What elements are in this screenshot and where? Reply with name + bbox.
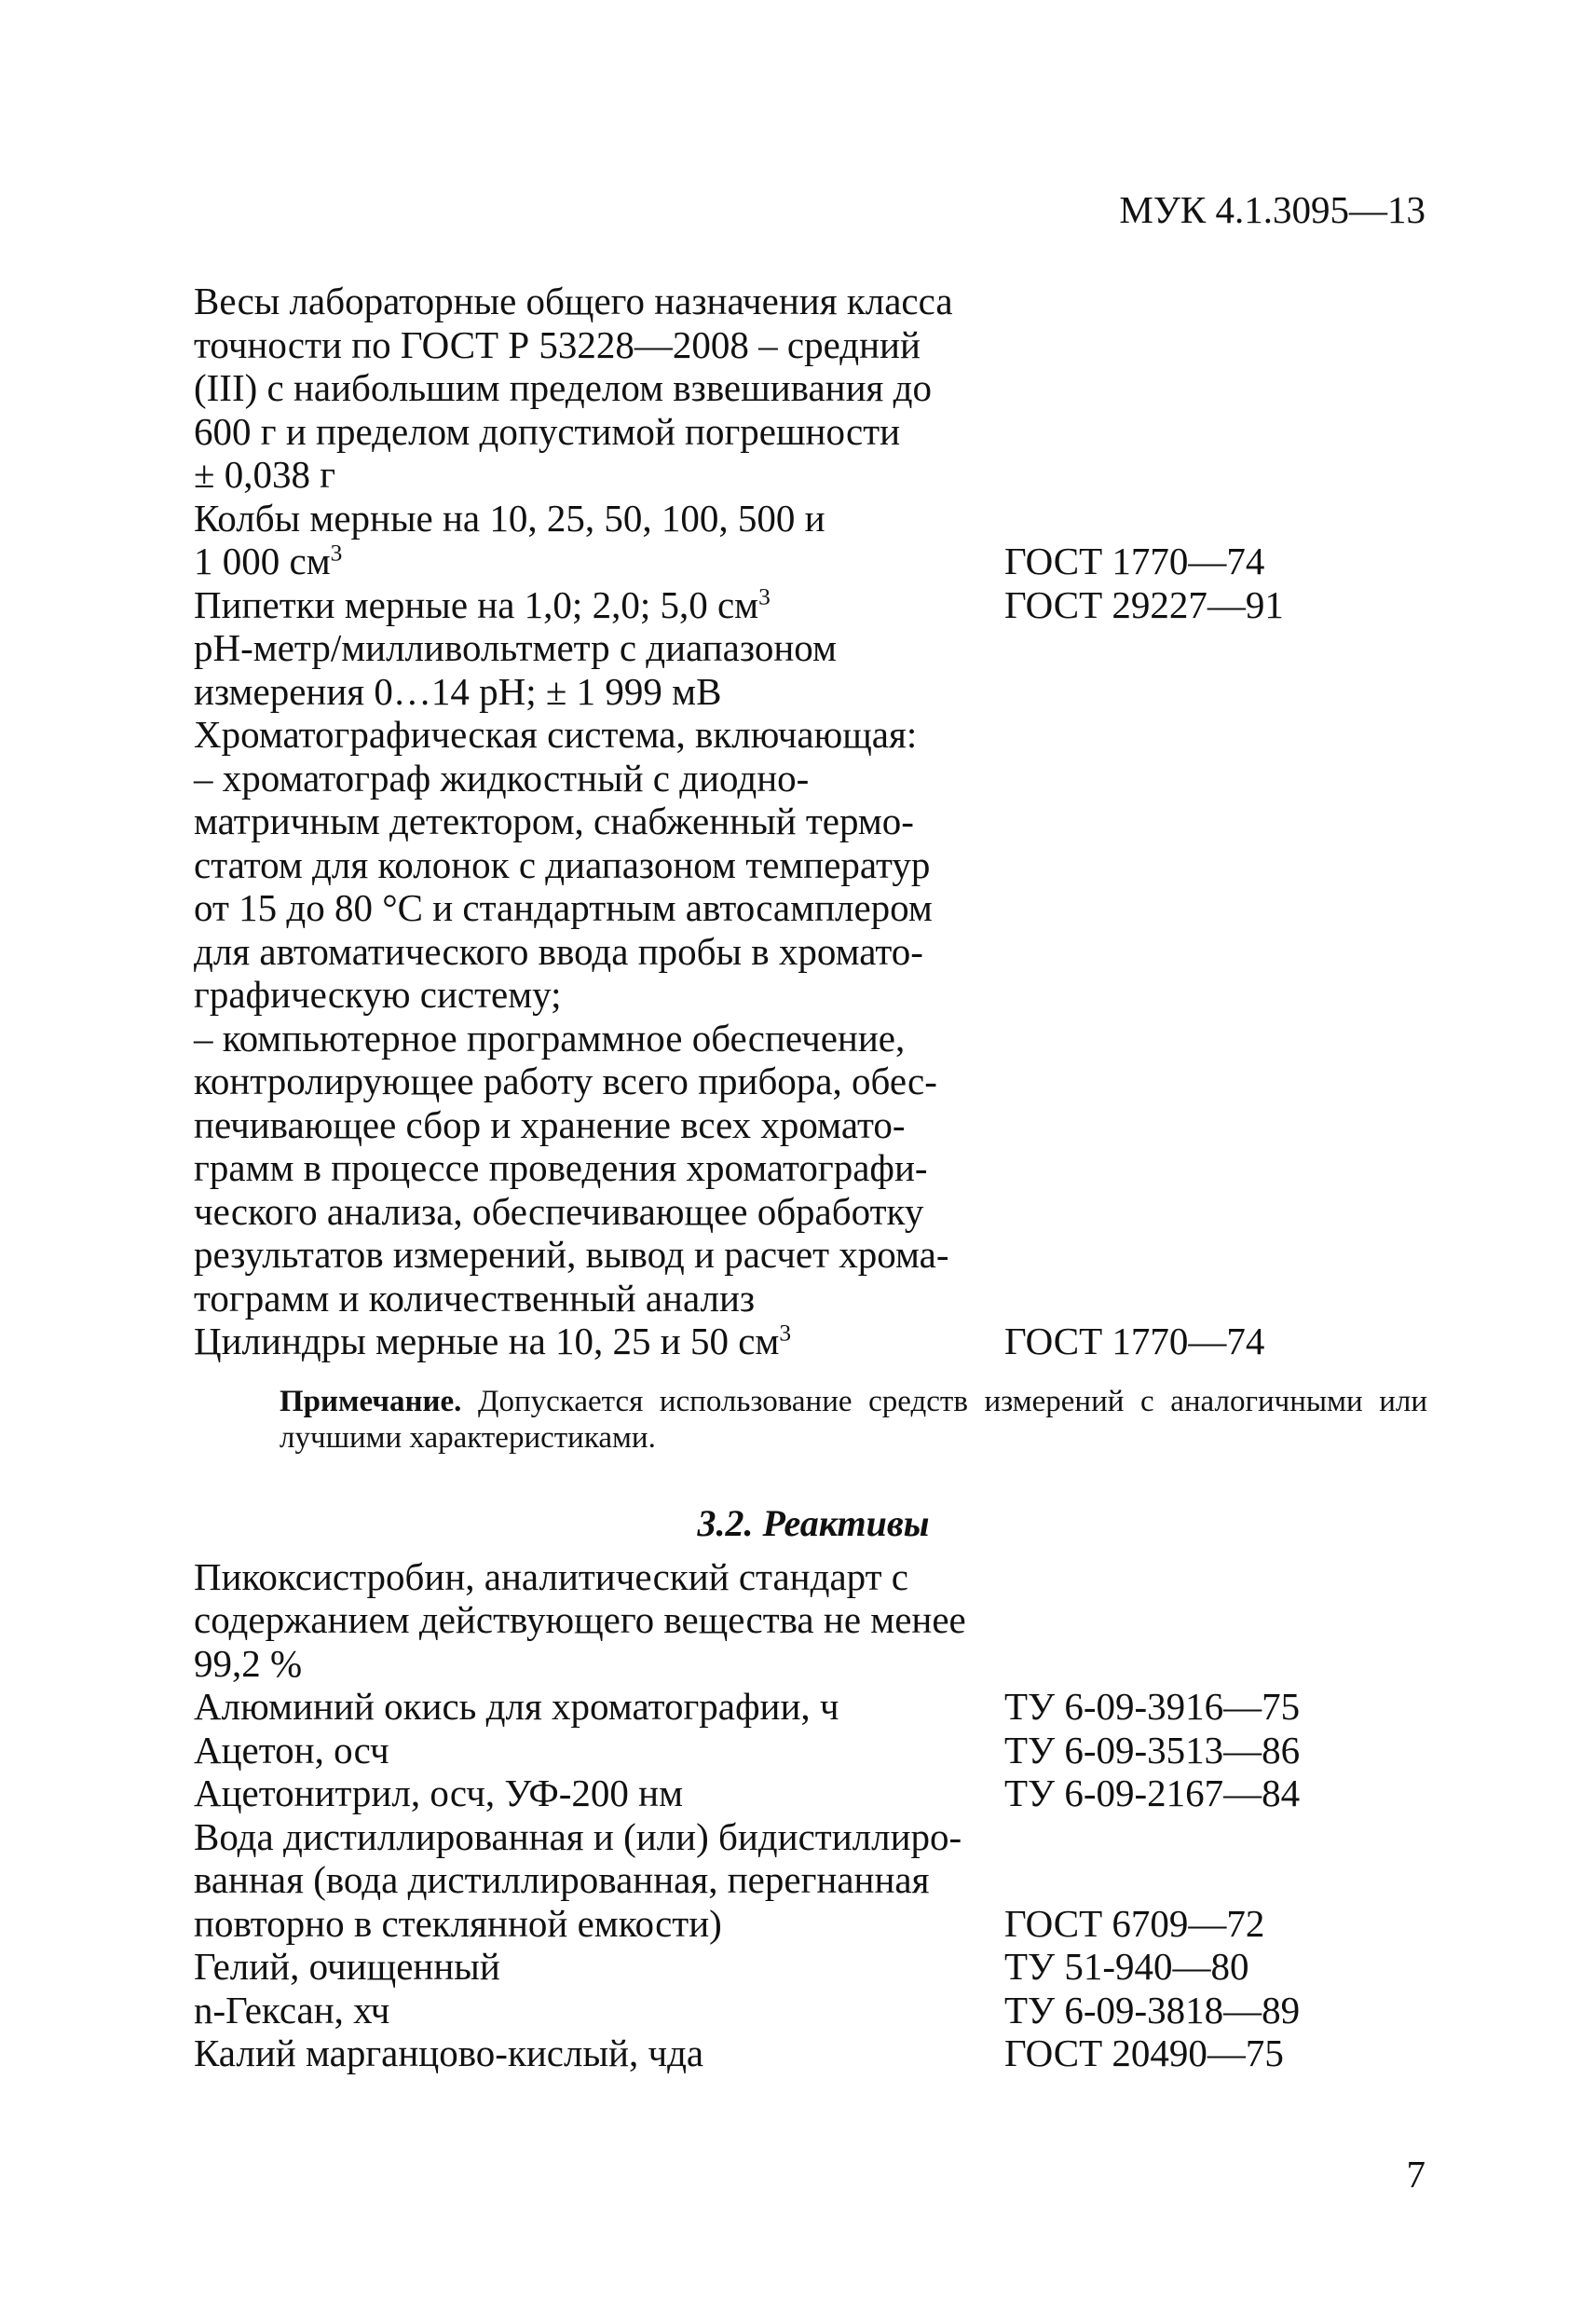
reagents-description-line: [194, 1772, 1004, 1815]
equipment-description-line: [194, 453, 1004, 497]
line-text: ± 0,038 г: [194, 453, 336, 496]
equipment-item: [194, 583, 1433, 627]
line-text: Пикоксистробин, аналитический стандарт с: [194, 1554, 908, 1598]
document-code-header: МУК 4.1.3095—13: [1119, 188, 1425, 231]
reagents-description-line: [194, 1858, 1004, 1902]
equipment-standard-ref: [1004, 713, 1433, 1320]
equipment-description: [194, 713, 1004, 1320]
reagents-description-line: [194, 1598, 1004, 1642]
standard-ref-text: ГОСТ 1770—74: [1004, 540, 1265, 582]
line-text: ческого анализа, обеспечивающее обработку: [194, 1189, 924, 1233]
equipment-item: [194, 1320, 1433, 1363]
line-text: графическую систему;: [194, 973, 562, 1016]
line-text: (III) с наибольшим пределом взвешивания до: [194, 366, 933, 409]
equipment-description: [194, 1320, 1004, 1363]
reagents-description-line: [194, 1685, 1004, 1729]
equipment-description-line: [194, 366, 1004, 410]
unit-superscript: 3: [330, 540, 343, 567]
line-text: точности по ГОСТ Р 53228—2008 – средний: [194, 322, 921, 366]
line-text: – компьютерное программное обеспечение,: [194, 1016, 906, 1060]
equipment-description-line: [194, 670, 1004, 714]
reagents-description: [194, 1555, 1004, 1686]
line-text: для автоматического ввода пробы в хромато-: [194, 929, 923, 973]
standard-ref-text: ГОСТ 20490—75: [1004, 2032, 1284, 2074]
reagents-item: [194, 1555, 1433, 1686]
reagents-description: [194, 1989, 1004, 2032]
line-text: измерения 0…14 pH; ± 1 999 мВ: [194, 669, 722, 713]
line-text: статом для колонок с диапазоном температур: [194, 842, 931, 886]
equipment-description-line: [194, 540, 1004, 583]
line-text: повторно в стеклянной емкости): [194, 1901, 722, 1945]
reagents-item: [194, 2032, 1433, 2075]
reagents-item: [194, 1772, 1433, 1815]
reagents-standard-ref: [1004, 1815, 1433, 1946]
reagents-description-line: [194, 1555, 1004, 1599]
standard-ref-text: ГОСТ 1770—74: [1004, 1320, 1265, 1362]
reagents-description: [194, 1815, 1004, 1946]
standard-ref-text: ТУ 6-09-3513—86: [1004, 1728, 1301, 1772]
reagents-standard-ref: [1004, 2032, 1433, 2075]
reagents-standard-ref: [1004, 1989, 1433, 2032]
note-text: Допускается использование средств измерений с аналогичными или лучшими характеристиками.: [280, 1384, 1427, 1455]
line-text: n-Гексан, хч: [194, 1988, 390, 2032]
equipment-description-line: [194, 757, 1004, 800]
reagents-standard-ref: [1004, 1685, 1433, 1729]
reagents-description-line: [194, 1642, 1004, 1686]
equipment-description-line: [194, 323, 1004, 367]
unit-superscript: 3: [779, 1320, 792, 1347]
equipment-description: [194, 497, 1004, 583]
standard-ref-text: ТУ 6-09-3916—75: [1004, 1685, 1301, 1728]
unit-superscript: 3: [758, 582, 771, 609]
equipment-item: [194, 626, 1433, 713]
standard-ref-text: ТУ 6-09-3818—89: [1004, 1988, 1301, 2032]
equipment-description-line: [194, 1233, 1004, 1277]
line-text: Колбы мерные на 10, 25, 50, 100, 500 и: [194, 496, 825, 540]
equipment-description-line: [194, 410, 1004, 454]
line-text: содержанием действующего вещества не менее: [194, 1598, 966, 1641]
equipment-standard-ref: [1004, 1320, 1433, 1363]
line-text: ванная (вода дистиллированная, перегнанная: [194, 1858, 930, 1901]
line-text: печивающее сбор и хранение всех хромато-: [194, 1102, 906, 1146]
reagents-description: [194, 1729, 1004, 1772]
equipment-description-line: [194, 626, 1004, 670]
line-text: pH-метр/милливольтметр с диапазоном: [194, 626, 837, 669]
equipment-description-line: [194, 1017, 1004, 1060]
equipment-item: [194, 497, 1433, 583]
reagents-standard-ref: [1004, 1555, 1433, 1686]
reagents-item: [194, 1815, 1433, 1946]
line-text: Ацетонитрил, осч, УФ-200 нм: [194, 1772, 684, 1814]
equipment-description: [194, 583, 1004, 627]
equipment-standard-ref: [1004, 583, 1433, 627]
reagents-description: [194, 2032, 1004, 2075]
equipment-standard-ref: [1004, 280, 1433, 497]
reagents-standard-ref: [1004, 1772, 1433, 1815]
equipment-description-line: [194, 800, 1004, 843]
equipment-list: [194, 280, 1433, 1363]
line-text: контролирующее работу всего прибора, обес-: [194, 1060, 937, 1102]
line-text: Пипетки мерные на 1,0; 2,0; 5,0 см: [194, 582, 759, 626]
standard-ref-text: ТУ 6-09-2167—84: [1004, 1772, 1301, 1814]
line-text: Цилиндры мерные на 10, 25 и 50 см: [194, 1320, 780, 1362]
line-text: Хроматографическая система, включающая:: [194, 713, 918, 756]
equipment-description-line: [194, 1060, 1004, 1103]
reagents-description-line: [194, 1902, 1004, 1946]
line-text: результатов измерений, вывод и расчет хрома-: [194, 1233, 949, 1276]
equipment-item: [194, 280, 1433, 497]
reagents-standard-ref: [1004, 1729, 1433, 1772]
reagents-description-line: [194, 2032, 1004, 2075]
standard-ref-text: ГОСТ 6709—72: [1004, 1901, 1265, 1945]
equipment-description-line: [194, 583, 1004, 627]
equipment-standard-ref: [1004, 497, 1433, 583]
reagents-item: [194, 1945, 1433, 1989]
note-paragraph: [194, 1384, 1427, 1457]
reagents-standard-ref: [1004, 1945, 1433, 1989]
equipment-description-line: [194, 1277, 1004, 1320]
equipment-description-line: [194, 713, 1004, 757]
equipment-description-line: [194, 1320, 1004, 1363]
equipment-description-line: [194, 1190, 1004, 1234]
equipment-description-line: [194, 280, 1004, 323]
equipment-description-line: [194, 886, 1004, 930]
equipment-description-line: [194, 1146, 1004, 1190]
equipment-description-line: [194, 973, 1004, 1017]
main-content: [194, 280, 1433, 2075]
equipment-standard-ref: [1004, 626, 1433, 713]
reagent-list: [194, 1555, 1433, 2075]
reagents-description-line: [194, 1989, 1004, 2032]
reagents-description: [194, 1685, 1004, 1729]
reagents-description-line: [194, 1729, 1004, 1772]
line-text: Весы лабораторные общего назначения класса: [194, 280, 953, 322]
equipment-description-line: [194, 497, 1004, 540]
line-text: тограмм и количественный анализ: [194, 1276, 756, 1320]
line-text: от 15 до 80 °С и стандартным автосамплером: [194, 886, 933, 929]
line-text: – хроматограф жидкостный с диодно-: [194, 756, 810, 800]
equipment-description: [194, 626, 1004, 713]
equipment-description: [194, 280, 1004, 497]
line-text: 99,2 %: [194, 1641, 303, 1685]
line-text: Гелий, очищенный: [194, 1945, 500, 1988]
equipment-description-line: [194, 1103, 1004, 1147]
line-text: Вода дистиллированная и (или) бидистиллиро-: [194, 1814, 962, 1858]
reagents-description: [194, 1945, 1004, 1989]
reagents-item: [194, 1685, 1433, 1729]
standard-ref-text: ТУ 51-940—80: [1004, 1945, 1249, 1988]
line-text: Калий марганцово-кислый, чда: [194, 2032, 704, 2074]
section-title-reagents: 3.2. Реактивы: [697, 1501, 930, 1544]
reagents-description-line: [194, 1815, 1004, 1859]
line-text: 1 000 см: [194, 540, 331, 582]
equipment-description-line: [194, 843, 1004, 887]
line-text: Алюминий окись для хроматографии, ч: [194, 1685, 839, 1728]
reagents-description-line: [194, 1945, 1004, 1989]
line-text: 600 г и пределом допустимой погрешности: [194, 409, 901, 453]
line-text: грамм в процессе проведения хроматографи-: [194, 1146, 928, 1189]
reagents-description: [194, 1772, 1004, 1815]
line-text: матричным детектором, снабженный термо-: [194, 800, 914, 842]
equipment-description-line: [194, 930, 1004, 974]
reagents-item: [194, 1729, 1433, 1772]
note-label: Примечание.: [280, 1384, 462, 1418]
line-text: Ацетон, осч: [194, 1728, 389, 1772]
standard-ref-text: ГОСТ 29227—91: [1004, 582, 1284, 626]
reagents-item: [194, 1989, 1433, 2032]
page-number: 7: [1406, 2153, 1425, 2196]
equipment-item: [194, 713, 1433, 1320]
